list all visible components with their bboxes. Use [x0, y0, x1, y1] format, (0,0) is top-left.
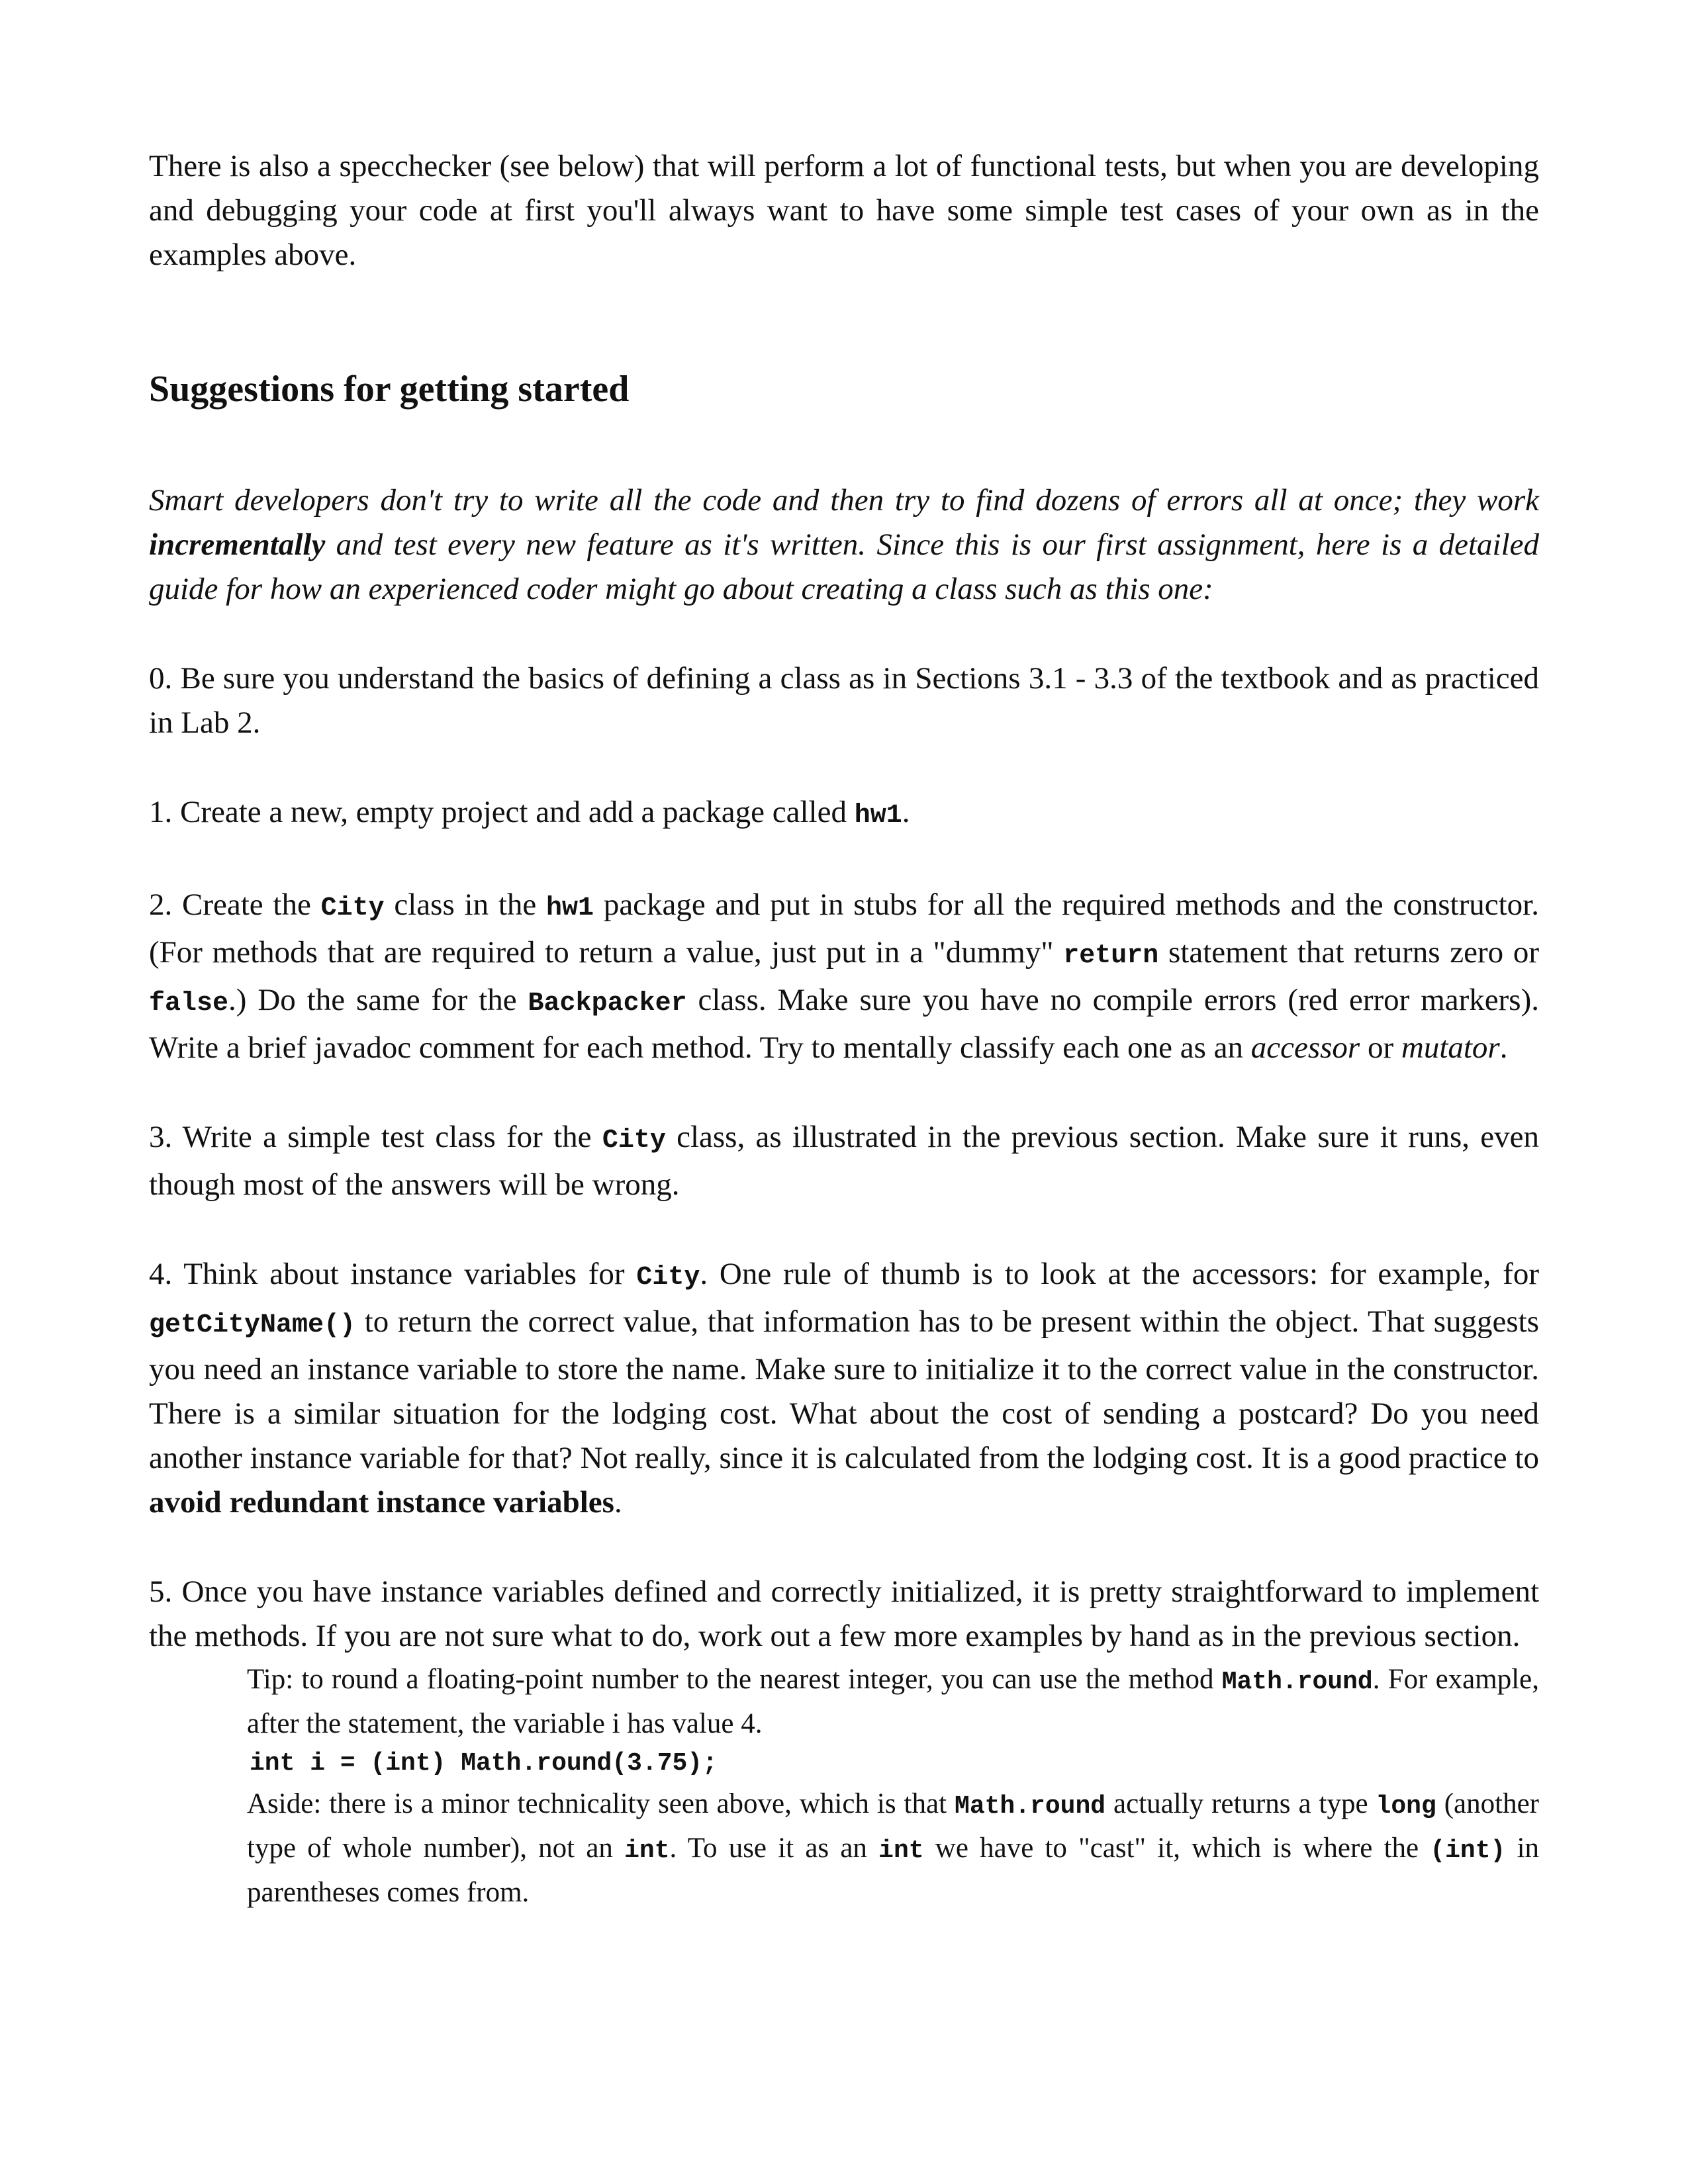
accessor-term: accessor — [1250, 1030, 1360, 1065]
section-heading: Suggestions for getting started — [149, 369, 630, 410]
step-4-text: . — [614, 1485, 622, 1520]
step-3-text: class, as illustrated in the previous section. Make sure it runs, even though most of the answers will be wrong. — [149, 1120, 1539, 1202]
tip-text: Tip: to round a floating-point number to the nearest integer, you can use the method — [247, 1664, 1222, 1695]
code-example: int i = (int) Math.round(3.75); — [250, 1749, 718, 1778]
step-0: 0. Be sure you understand the basics of defining a class as in Sections 3.1 - 3.3 of the textbook and as practiced in Lab 2. — [149, 661, 1539, 740]
aside-text: in parentheses comes from. — [247, 1833, 1540, 1908]
step-2-text: or — [1360, 1030, 1401, 1065]
step-2-text: class in the — [384, 887, 547, 922]
lead-text-2: and test every new feature as it's written. Since this is our first assignment, here is a detailed guide for how an experienced coder might go about creating a class such as this one: — [149, 527, 1539, 606]
get-city-name-code: getCityName() — [149, 1310, 356, 1340]
step-2-text: 2. Create the — [149, 887, 321, 922]
step-3-text: 3. Write a simple test class for the — [149, 1120, 602, 1154]
step-1-text: 1. Create a new, empty project and add a package called — [149, 795, 855, 829]
step-2-text: . — [1499, 1030, 1508, 1065]
int-type-code: int — [624, 1837, 670, 1865]
lead-paragraph — [149, 478, 1539, 612]
aside-text: we have to "cast" it, which is where the — [923, 1833, 1430, 1864]
mutator-term: mutator — [1401, 1030, 1500, 1065]
aside-text: Aside: there is a minor technicality seen above, which is that — [247, 1788, 955, 1819]
step-2-text: .) Do the same for the — [228, 983, 528, 1017]
aside-paragraph — [247, 1783, 1539, 1913]
city-class-code: City — [320, 893, 385, 923]
step-2-text: package and put in stubs for all the required methods and the constructor. (For methods that are required to return a value, just put in a "dummy" — [149, 887, 1539, 970]
tip-paragraph — [247, 1659, 1539, 1745]
tip-text: . For example, after the statement, the variable i has value 4. — [247, 1664, 1539, 1739]
aside-text: . To use it as an — [669, 1833, 879, 1864]
lead-emphasis: incrementally — [149, 527, 326, 562]
long-type-code: long — [1376, 1792, 1436, 1821]
city-class-code: City — [602, 1126, 666, 1156]
package-name-code: hw1 — [546, 893, 594, 923]
step-4-text: 4. Think about instance variables for — [149, 1257, 637, 1291]
lead-text-1: Smart developers don't try to write all the code and then try to find dozens of errors all at once; they work — [149, 483, 1539, 518]
redundant-variables-emphasis: avoid redundant instance variables — [149, 1485, 614, 1520]
return-keyword-code: return — [1063, 941, 1159, 971]
step-2 — [149, 883, 1539, 1070]
aside-text: (another type of whole number), not an — [247, 1788, 1539, 1864]
step-3 — [149, 1115, 1539, 1207]
step-5: 5. Once you have instance variables defined and correctly initialized, it is pretty straightforward to implement the methods. If you are not sure what to do, work out a few more examples by hand as in the previous section. — [149, 1574, 1539, 1653]
step-4 — [149, 1252, 1539, 1525]
step-1 — [149, 790, 1539, 838]
step-4-text: to return the correct value, that information has to be present within the object. That suggests you need an instance variable to store the name. Make sure to initialize it to the correct value in the constructor. There is a similar situation for the lodging cost. What about the cost of sending a postcard? Do you need another instance variable for that? Not really, since it is calculated from the lodging cost. It is a good practice to — [149, 1304, 1539, 1475]
aside-text: actually returns a type — [1105, 1788, 1376, 1819]
backpacker-class-code: Backpacker — [528, 989, 687, 1019]
step-4-text: . One rule of thumb is to look at the accessors: for example, for — [700, 1257, 1539, 1291]
math-round-code: Math.round — [1221, 1668, 1373, 1696]
step-2-text: class. Make sure you have no compile errors (red error markers). Write a brief javadoc comment for each method. Try to mentally classify each one as an — [149, 983, 1539, 1065]
intro-paragraph: There is also a specchecker (see below) that will perform a lot of functional tests, but when you are developing and debugging your code at first you'll always want to have some simple test cases of your own as in the examples above. — [149, 149, 1539, 272]
false-keyword-code: false — [149, 989, 229, 1019]
package-name-code: hw1 — [854, 801, 902, 831]
step-2-text: statement that returns zero or — [1158, 935, 1539, 970]
city-class-code: City — [636, 1263, 700, 1293]
int-type-code: int — [878, 1837, 924, 1865]
int-cast-code: (int) — [1430, 1837, 1506, 1865]
math-round-code: Math.round — [955, 1792, 1106, 1821]
step-1-end: . — [902, 795, 910, 829]
